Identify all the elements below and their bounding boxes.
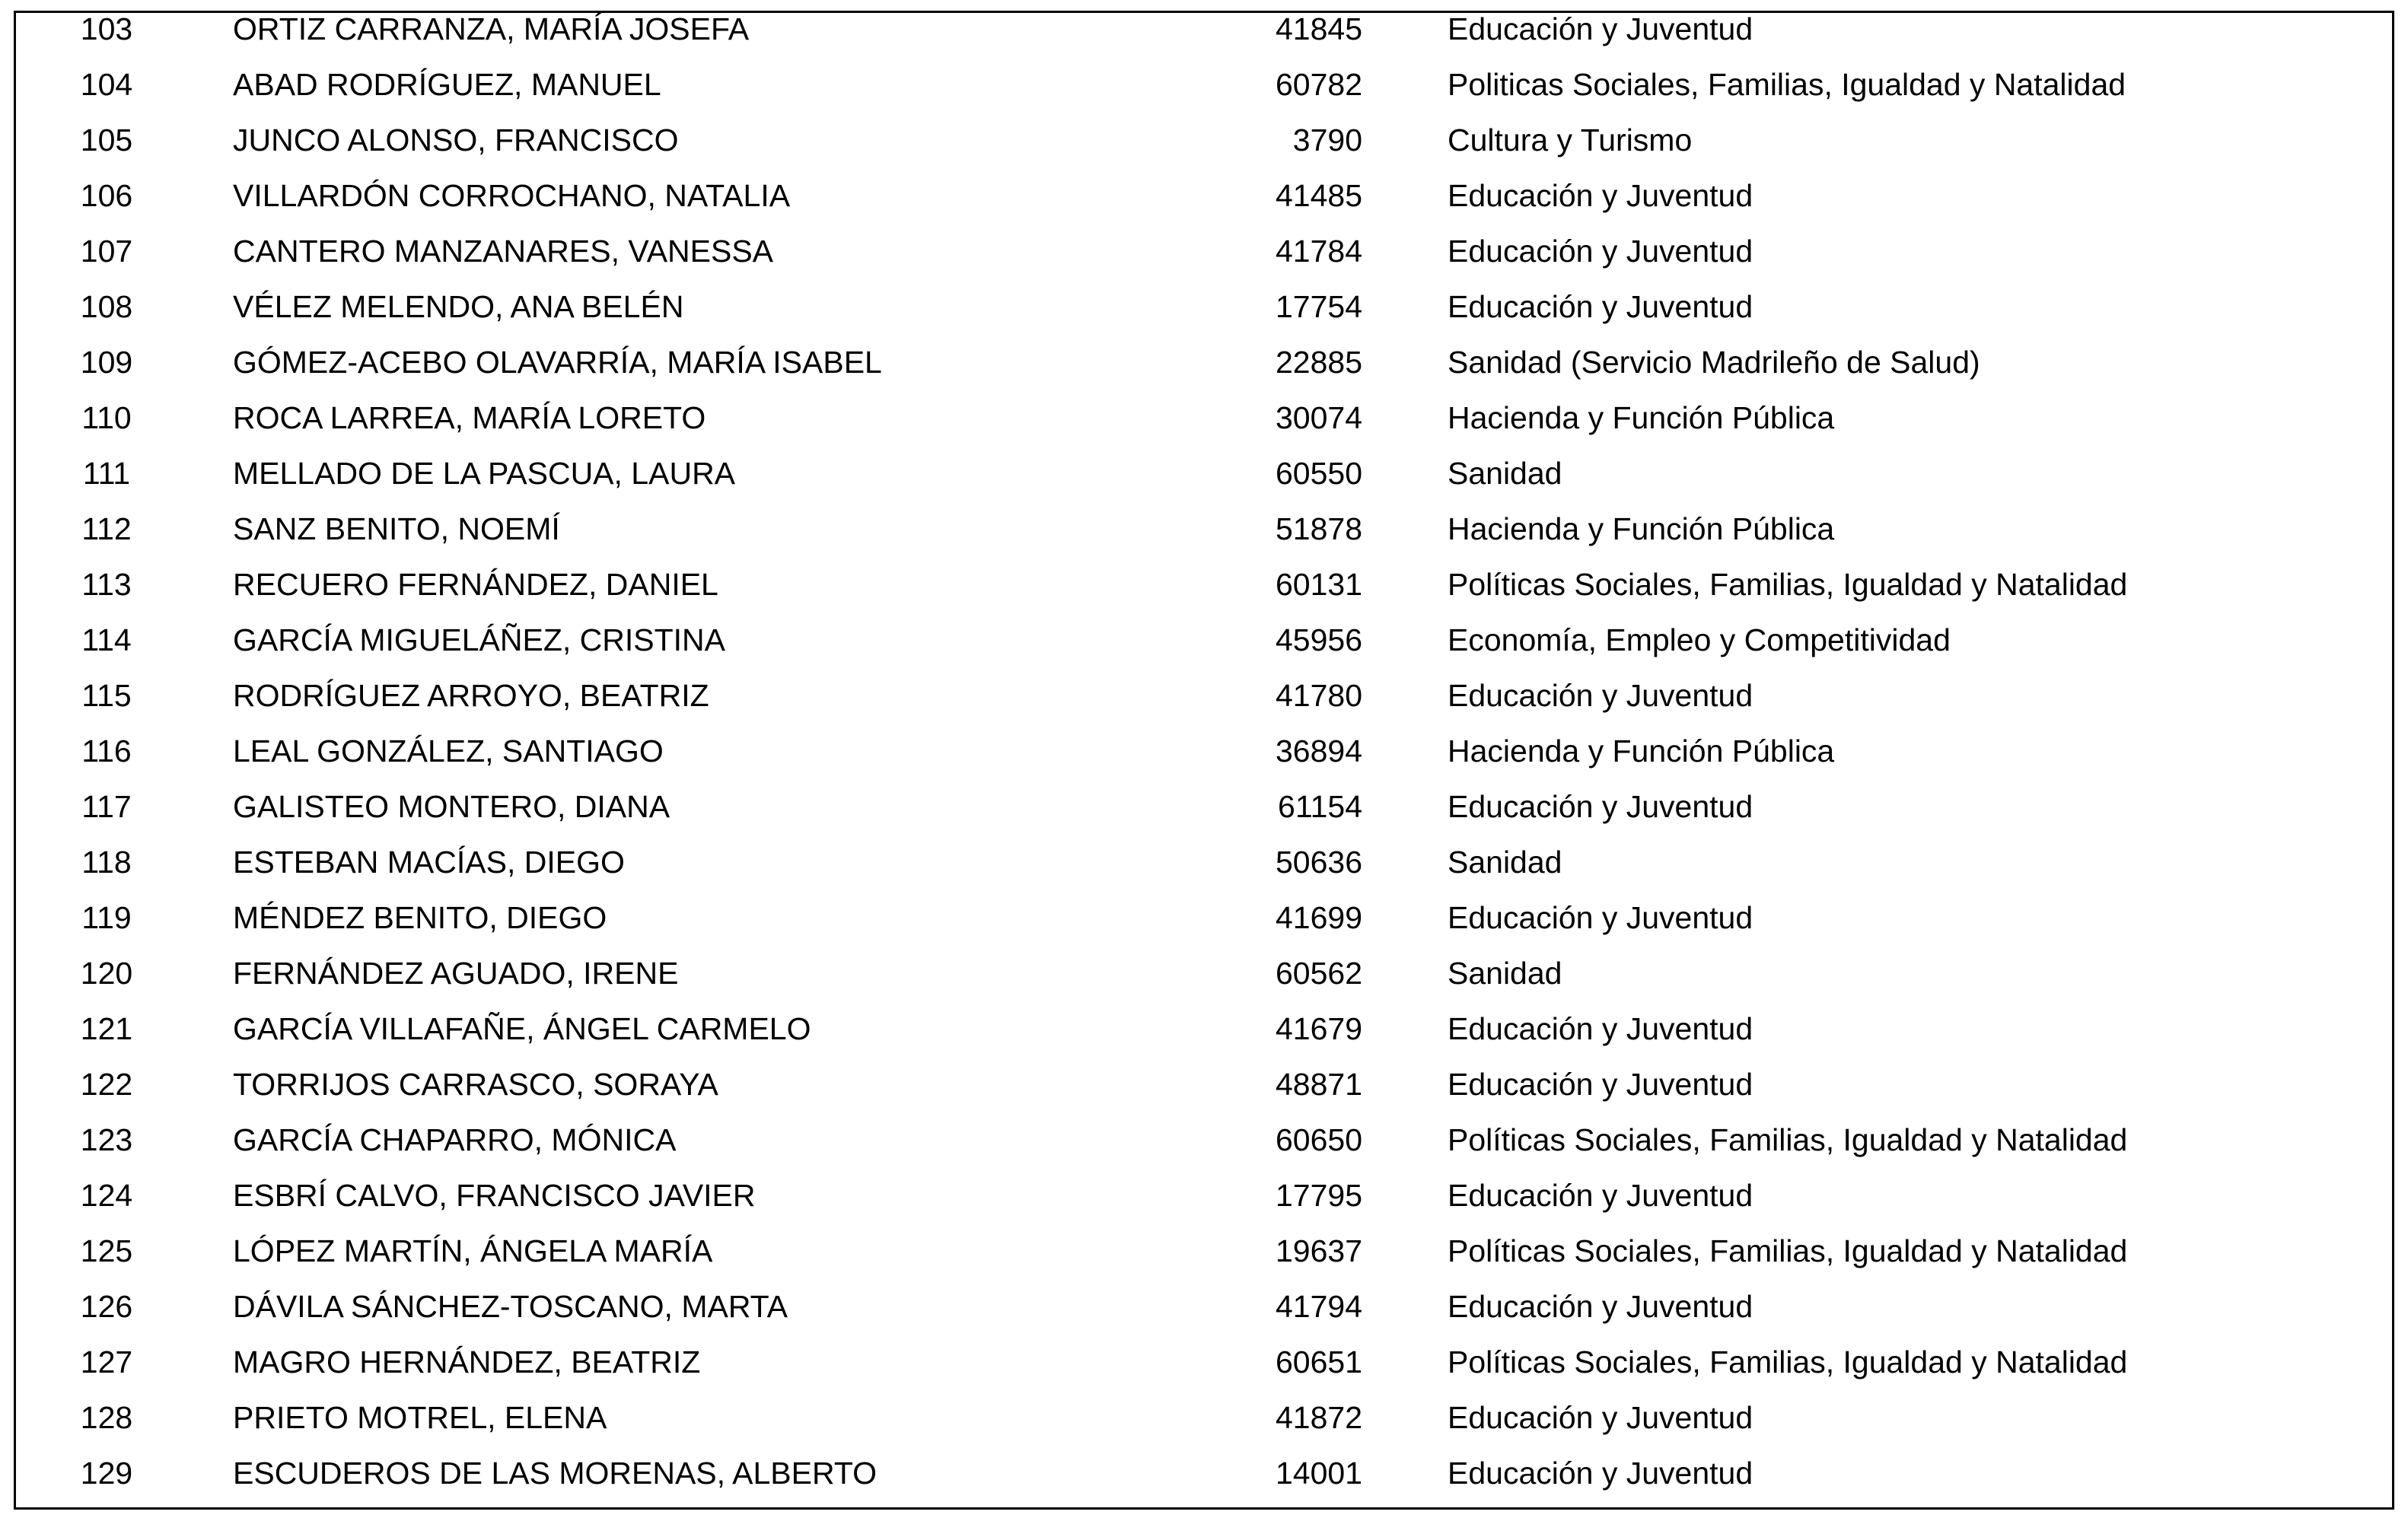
department: Educación y Juventud — [1448, 1178, 1753, 1213]
person-code: 17754 — [1275, 289, 1362, 324]
person-code: 61154 — [1278, 789, 1362, 824]
row-number: 113 — [81, 567, 132, 602]
person-name: SANZ BENITO, NOEMÍ — [233, 511, 560, 546]
person-code: 36894 — [1275, 733, 1362, 768]
person-code: 41872 — [1275, 1400, 1362, 1435]
department: Educación y Juventud — [1448, 11, 1753, 46]
table-row — [0, 279, 2408, 335]
person-name: CANTERO MANZANARES, VANESSA — [233, 234, 774, 269]
row-number: 116 — [81, 733, 132, 768]
person-code: 41485 — [1275, 178, 1362, 213]
person-code: 50636 — [1275, 845, 1362, 880]
table-row — [0, 946, 2408, 1001]
person-code: 14001 — [1275, 1456, 1362, 1491]
table-row — [0, 835, 2408, 890]
department: Educación y Juventud — [1448, 1067, 1753, 1102]
person-name: GARCÍA MIGUELÁÑEZ, CRISTINA — [233, 622, 725, 657]
row-number: 106 — [80, 178, 133, 213]
department: Sanidad (Servicio Madrileño de Salud) — [1448, 345, 1980, 380]
department: Educación y Juventud — [1448, 900, 1753, 935]
person-name: TORRIJOS CARRASCO, SORAYA — [233, 1067, 718, 1102]
row-number: 115 — [81, 678, 132, 713]
row-number: 105 — [80, 123, 133, 158]
person-code: 17795 — [1275, 1178, 1362, 1213]
row-number: 103 — [80, 11, 133, 46]
person-code: 51878 — [1275, 511, 1362, 546]
table-row — [0, 335, 2408, 390]
person-name: MAGRO HERNÁNDEZ, BEATRIZ — [233, 1344, 701, 1379]
person-name: ORTIZ CARRANZA, MARÍA JOSEFA — [233, 11, 750, 46]
department: Educación y Juventud — [1448, 678, 1753, 713]
table-row — [0, 1335, 2408, 1390]
department: Educación y Juventud — [1448, 1456, 1753, 1491]
row-number: 108 — [80, 289, 133, 324]
department: Hacienda y Función Pública — [1448, 511, 1835, 546]
table-row — [0, 446, 2408, 501]
department: Educación y Juventud — [1448, 178, 1753, 213]
department: Educación y Juventud — [1448, 1400, 1753, 1435]
row-number: 129 — [80, 1456, 133, 1491]
person-name: ABAD RODRÍGUEZ, MANUEL — [233, 67, 661, 102]
person-code: 60131 — [1275, 567, 1362, 602]
person-name: LÓPEZ MARTÍN, ÁNGELA MARÍA — [233, 1233, 713, 1268]
person-name: VILLARDÓN CORROCHANO, NATALIA — [233, 178, 791, 213]
table-row — [0, 779, 2408, 835]
person-code: 60782 — [1275, 67, 1362, 102]
table-row — [0, 613, 2408, 668]
person-name: ESTEBAN MACÍAS, DIEGO — [233, 845, 625, 880]
person-code: 41679 — [1275, 1011, 1362, 1046]
table-row — [0, 1057, 2408, 1112]
table-row — [0, 1168, 2408, 1224]
person-name: JUNCO ALONSO, FRANCISCO — [233, 123, 679, 158]
department: Sanidad — [1448, 956, 1562, 991]
row-number: 107 — [80, 234, 133, 269]
row-number: 104 — [80, 67, 133, 102]
table-row — [0, 1224, 2408, 1279]
person-code: 30074 — [1275, 400, 1362, 435]
department: Políticas Sociales, Familias, Igualdad y Natalidad — [1448, 1233, 2128, 1268]
department: Educación y Juventud — [1448, 789, 1753, 824]
department: Economía, Empleo y Competitividad — [1448, 622, 1951, 657]
table-row — [0, 1279, 2408, 1335]
table-row — [0, 557, 2408, 613]
row-number: 110 — [81, 400, 132, 435]
row-number: 112 — [81, 511, 132, 546]
row-number: 126 — [80, 1289, 133, 1324]
department: Politicas Sociales, Familias, Igualdad y Natalidad — [1448, 67, 2126, 102]
person-name: PRIETO MOTREL, ELENA — [233, 1400, 607, 1435]
person-name: FERNÁNDEZ AGUADO, IRENE — [233, 956, 679, 991]
person-code: 48871 — [1275, 1067, 1362, 1102]
person-name: GARCÍA VILLAFAÑE, ÁNGEL CARMELO — [233, 1011, 811, 1046]
row-number: 122 — [80, 1067, 133, 1102]
table-row — [0, 390, 2408, 446]
table-row — [0, 1112, 2408, 1168]
table-row — [0, 1390, 2408, 1446]
row-number: 121 — [80, 1011, 133, 1046]
person-code: 22885 — [1275, 345, 1362, 380]
row-number: 119 — [81, 900, 132, 935]
row-number: 128 — [80, 1400, 133, 1435]
department: Sanidad — [1448, 456, 1562, 491]
department: Políticas Sociales, Familias, Igualdad y Natalidad — [1448, 1344, 2128, 1379]
person-name: MÉNDEZ BENITO, DIEGO — [233, 900, 607, 935]
department: Hacienda y Función Pública — [1448, 733, 1835, 768]
person-code: 45956 — [1275, 622, 1362, 657]
person-code: 60550 — [1275, 456, 1362, 491]
row-number: 114 — [81, 622, 132, 657]
department: Hacienda y Función Pública — [1448, 400, 1835, 435]
table-row — [0, 2, 2408, 57]
table-row — [0, 724, 2408, 779]
person-name: DÁVILA SÁNCHEZ-TOSCANO, MARTA — [233, 1289, 788, 1324]
row-number: 111 — [82, 456, 131, 491]
row-number: 127 — [80, 1344, 133, 1379]
person-name: GARCÍA CHAPARRO, MÓNICA — [233, 1122, 677, 1157]
person-name: LEAL GONZÁLEZ, SANTIAGO — [233, 733, 664, 768]
personnel-table — [0, 2, 2408, 1501]
person-name: ROCA LARREA, MARÍA LORETO — [233, 400, 706, 435]
person-code: 60650 — [1275, 1122, 1362, 1157]
person-name: GÓMEZ-ACEBO OLAVARRÍA, MARÍA ISABEL — [233, 345, 882, 380]
row-number: 109 — [80, 345, 133, 380]
table-row — [0, 668, 2408, 724]
table-row — [0, 168, 2408, 224]
row-number: 117 — [81, 789, 132, 824]
person-code: 3790 — [1292, 123, 1362, 158]
person-name: ESCUDEROS DE LAS MORENAS, ALBERTO — [233, 1456, 878, 1491]
table-row — [0, 1001, 2408, 1057]
person-code: 41699 — [1275, 900, 1362, 935]
row-number: 124 — [80, 1178, 133, 1213]
person-code: 60651 — [1275, 1344, 1362, 1379]
person-name: GALISTEO MONTERO, DIANA — [233, 789, 670, 824]
department: Educación y Juventud — [1448, 289, 1753, 324]
department: Políticas Sociales, Familias, Igualdad y Natalidad — [1448, 567, 2128, 602]
person-code: 41794 — [1275, 1289, 1362, 1324]
person-name: MELLADO DE LA PASCUA, LAURA — [233, 456, 736, 491]
department: Educación y Juventud — [1448, 1289, 1753, 1324]
person-name: ESBRÍ CALVO, FRANCISCO JAVIER — [233, 1178, 756, 1213]
row-number: 120 — [80, 956, 133, 991]
department: Políticas Sociales, Familias, Igualdad y Natalidad — [1448, 1122, 2128, 1157]
department: Educación y Juventud — [1448, 234, 1753, 269]
table-row — [0, 57, 2408, 113]
row-number: 118 — [81, 845, 132, 880]
person-name: VÉLEZ MELENDO, ANA BELÉN — [233, 289, 684, 324]
table-row — [0, 113, 2408, 168]
person-code: 19637 — [1275, 1233, 1362, 1268]
person-name: RECUERO FERNÁNDEZ, DANIEL — [233, 567, 718, 602]
row-number: 125 — [80, 1233, 133, 1268]
department: Sanidad — [1448, 845, 1562, 880]
table-row — [0, 1446, 2408, 1501]
person-name: RODRÍGUEZ ARROYO, BEATRIZ — [233, 678, 709, 713]
department: Educación y Juventud — [1448, 1011, 1753, 1046]
person-code: 41845 — [1275, 11, 1362, 46]
person-code: 41780 — [1275, 678, 1362, 713]
table-row — [0, 501, 2408, 557]
person-code: 41784 — [1275, 234, 1362, 269]
table-row — [0, 224, 2408, 279]
row-number: 123 — [80, 1122, 133, 1157]
department: Cultura y Turismo — [1448, 123, 1693, 158]
table-row — [0, 890, 2408, 946]
person-code: 60562 — [1275, 956, 1362, 991]
